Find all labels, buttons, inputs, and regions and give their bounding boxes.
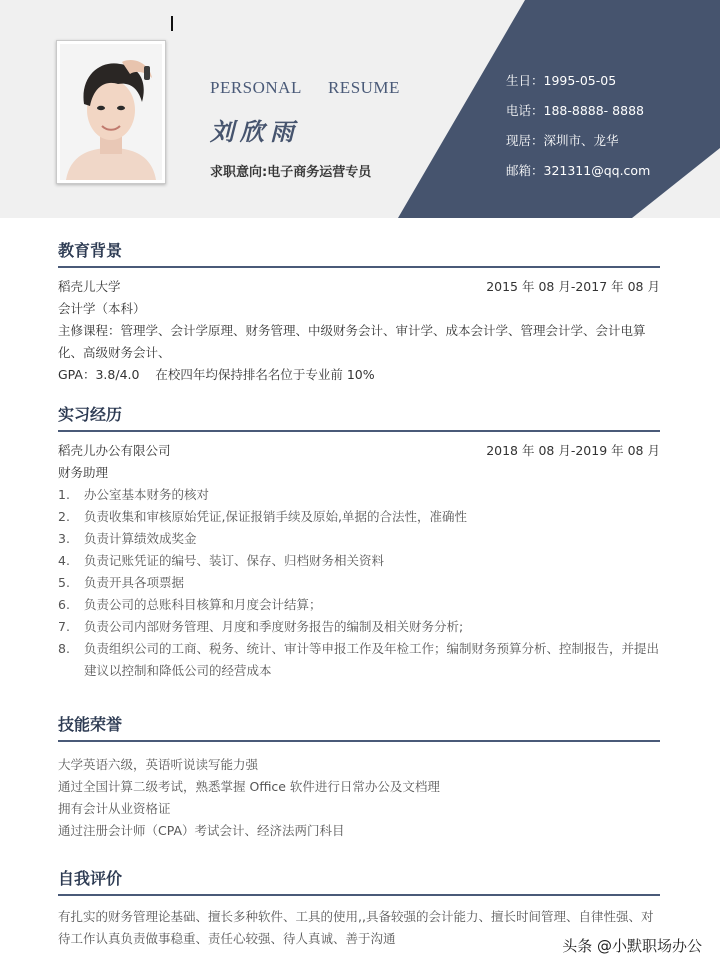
- job-objective: 求职意向:电子商务运营专员: [210, 165, 372, 180]
- section-title: 实习经历: [58, 405, 123, 424]
- source-watermark: 头条 @小默职场办公: [562, 937, 702, 955]
- section-divider: [58, 740, 660, 742]
- contact-birthday: 生日：1995-05-05: [506, 73, 617, 88]
- education-gpa: GPA：3.8/4.0 在校四年均保持排名名位于专业前 10%: [58, 367, 375, 382]
- education-period: 2015 年 08 月-2017 年 08 月: [486, 279, 660, 294]
- contact-info: [506, 72, 706, 192]
- self-evaluation-text: 有扎实的财务管理论基础、擅长多种软件、工具的使用,,具备较强的会计能力、擅长时间管理、自律性强、对待工作认真负责做事稳重、责任心较强、待人真诚、善于沟通: [58, 909, 654, 946]
- school-name: 稻壳儿大学: [58, 279, 121, 294]
- resume-subtitle: PERSONAL RESUME: [210, 78, 400, 97]
- profile-photo: [56, 40, 166, 184]
- company-name: 稻壳儿办公有限公司: [58, 443, 171, 458]
- skill-item: 大学英语六级，英语听说读写能力强: [58, 757, 259, 772]
- contact-phone: 电话：188-8888- 8888: [506, 103, 644, 118]
- list-item: 4. 负责记账凭证的编号、装订、保存、归档财务相关资料: [58, 553, 385, 568]
- internship-period: 2018 年 08 月-2019 年 08 月: [486, 443, 660, 458]
- list-item: 3. 负责计算绩效成奖金: [58, 531, 197, 546]
- education-major: 会计学（本科）: [58, 301, 146, 316]
- education-courses: 主修课程：管理学、会计学原理、财务管理、中级财务会计、审计学、成本会计学、管理会计学、会计电算化、高级财务会计、: [58, 323, 646, 360]
- text-cursor: [171, 16, 173, 31]
- section-divider: [58, 430, 660, 432]
- education-section: [58, 240, 660, 386]
- list-item: 8. 负责组织公司的工商、税务、统计、审计等申报工作及年检工作；编制财务预算分析、控制报告，并提出建议以控制和降低公司的经营成本: [58, 641, 660, 678]
- list-item: 1. 办公室基本财务的核对: [58, 487, 210, 502]
- list-item: 5. 负责开具各项票据: [58, 575, 185, 590]
- list-item: 7. 负责公司内部财务管理、月度和季度财务报告的编制及相关财务分析;: [58, 619, 464, 634]
- internship-role: 财务助理: [58, 465, 109, 480]
- candidate-name: 刘欣雨: [210, 117, 300, 146]
- contact-location: 现居：深圳市、龙华: [506, 133, 619, 148]
- contact-email: 邮箱：321311@qq.com: [506, 163, 651, 178]
- skills-section: [58, 714, 660, 842]
- section-title: 技能荣誉: [58, 715, 123, 734]
- internship-section: [58, 404, 660, 682]
- internship-company-row: [58, 440, 660, 462]
- skill-item: 拥有会计从业资格证: [58, 801, 171, 816]
- section-divider: [58, 894, 660, 896]
- list-item: 6. 负责公司的总账科目核算和月度会计结算；: [58, 597, 322, 612]
- skill-item: 通过注册会计师（CPA）考试会计、经济法两门科目: [58, 823, 345, 838]
- list-item: 2. 负责收集和审核原始凭证,保证报销手续及原始,单据的合法性，准确性: [58, 509, 467, 524]
- resume-header: [0, 0, 720, 218]
- education-school-row: [58, 276, 660, 298]
- section-divider: [58, 266, 660, 268]
- section-title: 教育背景: [58, 241, 123, 260]
- section-title: 自我评价: [58, 869, 123, 888]
- avatar: [60, 44, 162, 180]
- skill-item: 通过全国计算二级考试，熟悉掌握 Office 软件进行日常办公及文档理: [58, 779, 440, 794]
